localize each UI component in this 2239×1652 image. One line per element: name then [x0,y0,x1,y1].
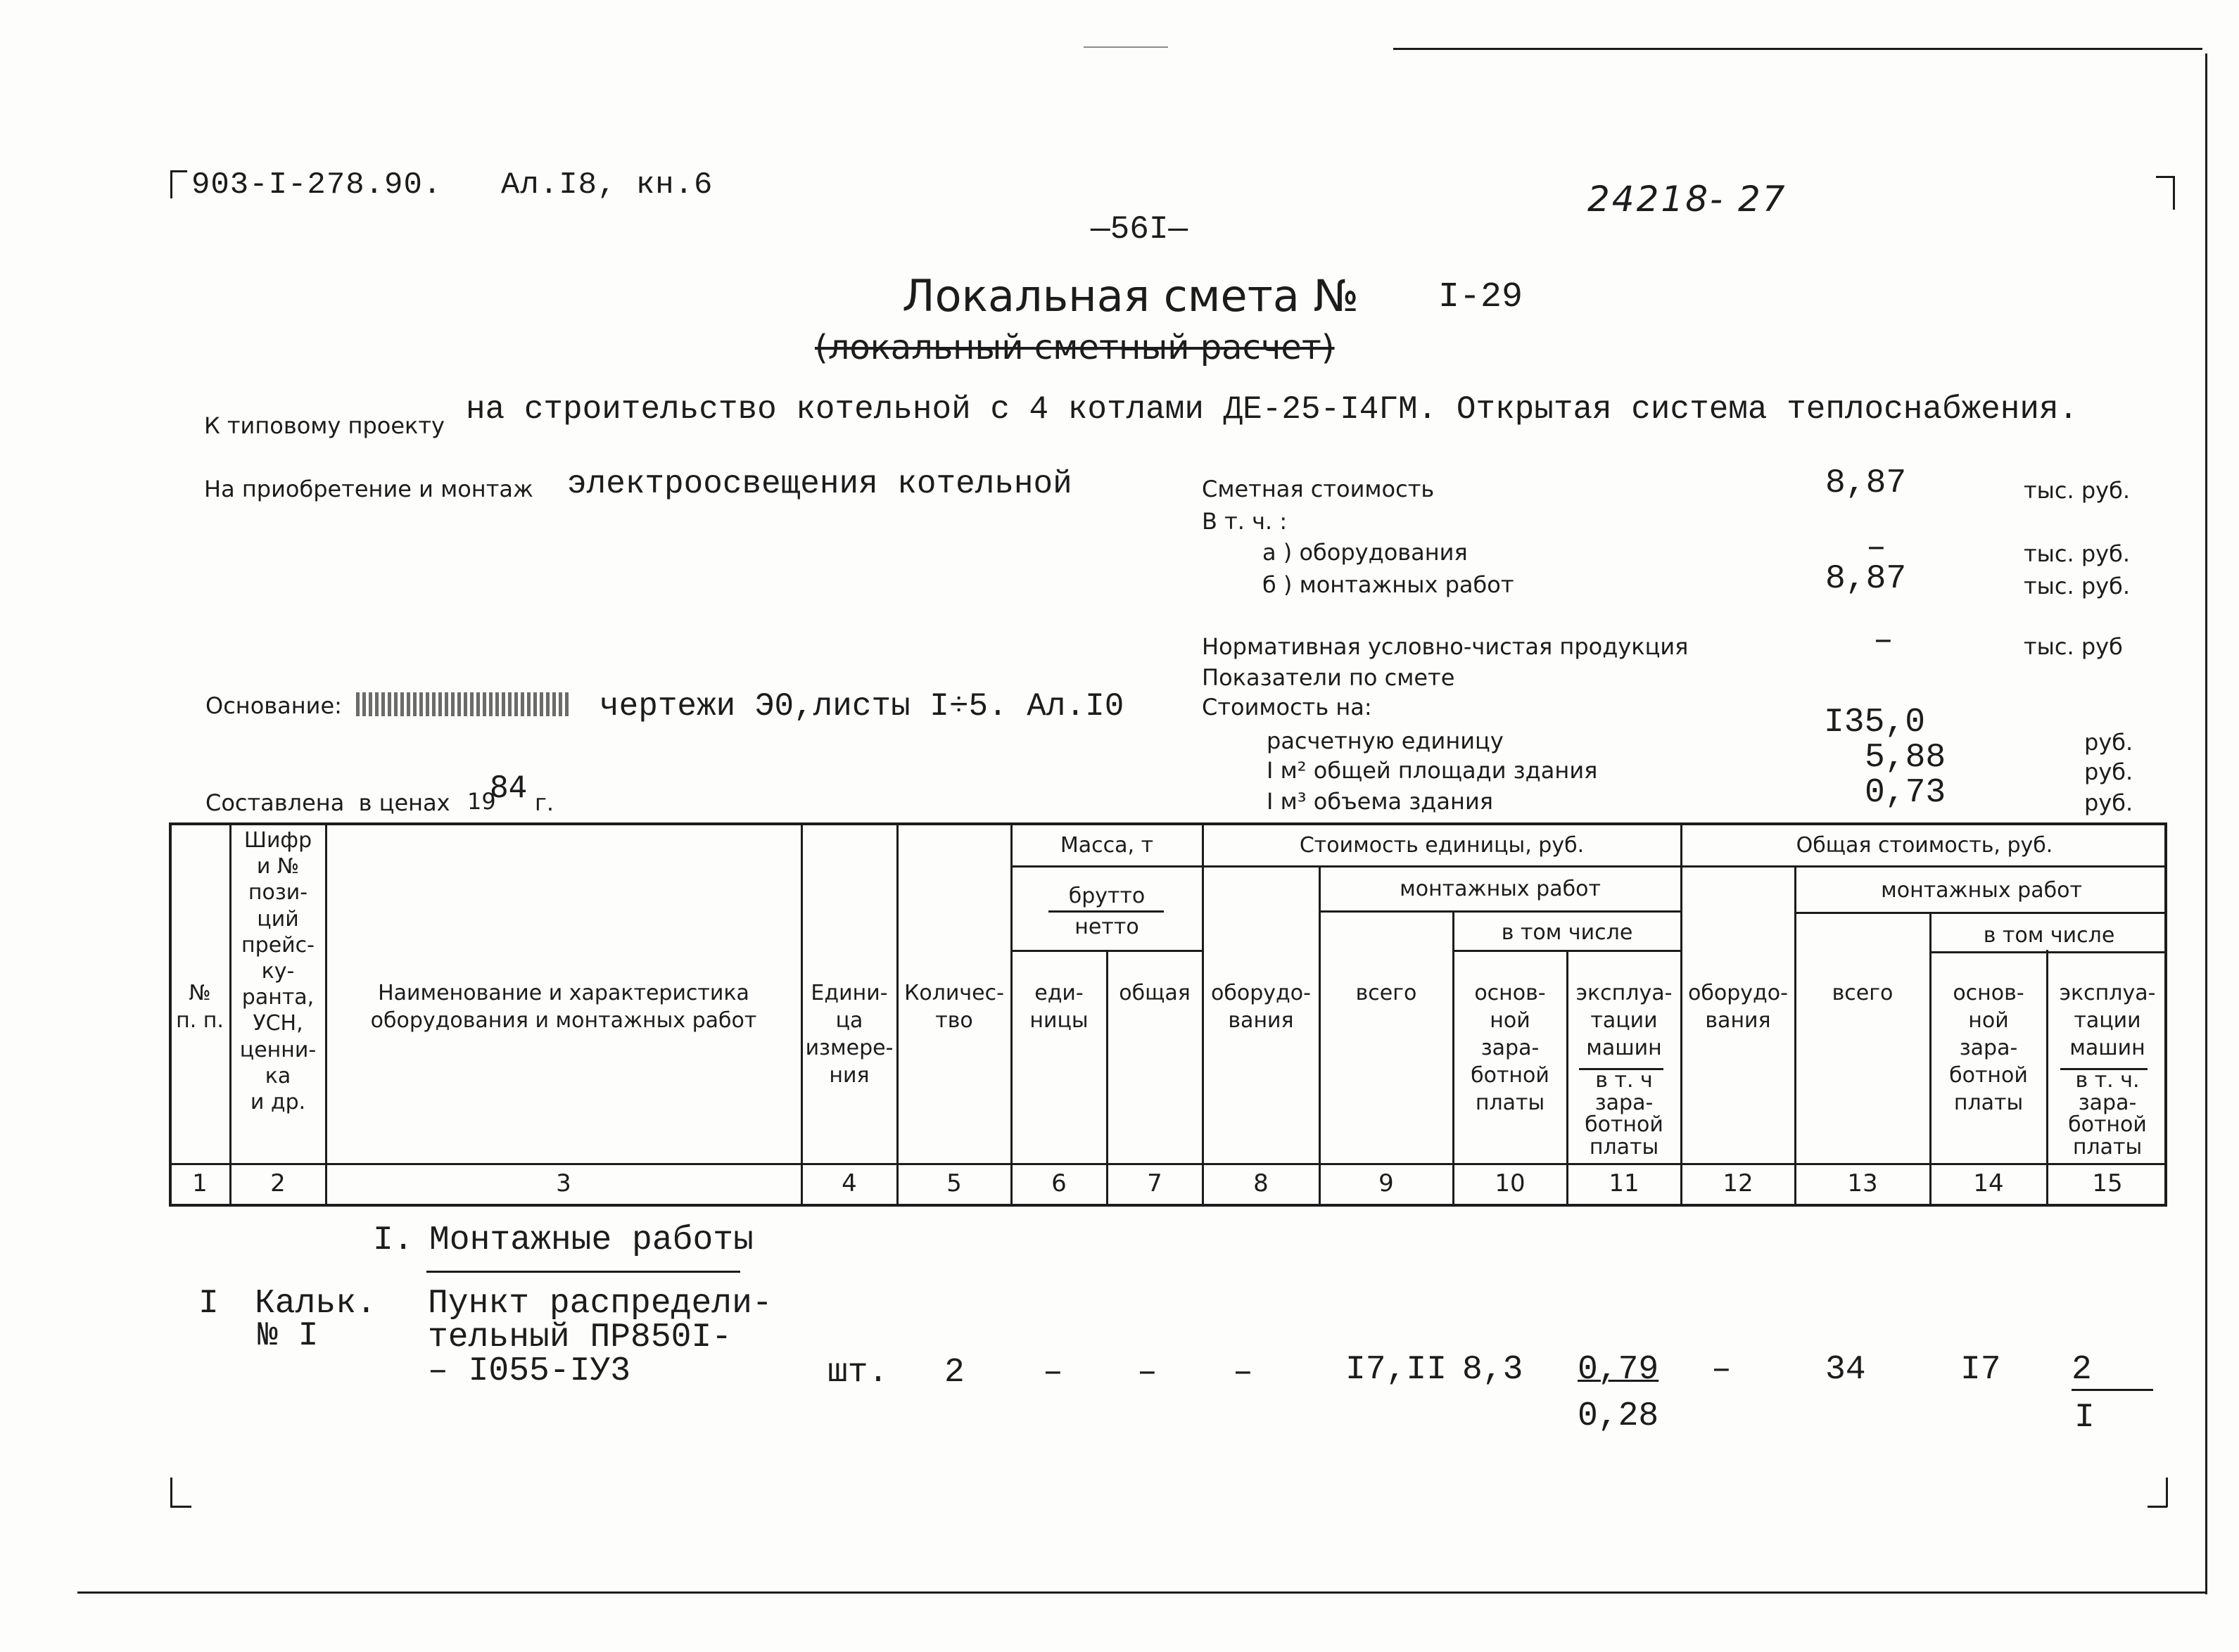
col-num-5: 5 [946,1169,962,1197]
installation-value: 8,87 [1825,560,1907,598]
doc-title: Локальная смета № [902,270,1359,322]
album-ref: Ал.I8, кн.6 [501,167,713,203]
corner-mark-br-h [2148,1506,2167,1508]
row1-equip-total: – [1711,1351,1732,1389]
incl-label: В т. ч. : [1202,508,1288,535]
col-num-10: 10 [1495,1169,1526,1197]
prices-year-prefix: 19 [467,788,496,815]
col-divider [1794,867,1796,1207]
normative-label: Нормативная условно-чистая продукция [1202,633,1689,660]
col-num-1: 1 [192,1169,208,1197]
col-num-9: 9 [1378,1169,1394,1197]
hdr-netto: нетто [1074,915,1139,939]
area-indicator-label: I м² общей площади здания [1267,757,1598,784]
hdr-brutto: брутто [1068,884,1146,908]
hdr-col9: всего [1355,981,1417,1005]
installation-unit: тыс. руб. [2024,573,2130,599]
hdr-install-works: монтажных работ [1400,877,1601,901]
row1-machines-total: 2 [2072,1351,2092,1389]
cost-label: Сметная стоимость [1202,476,1435,502]
corner-mark-tr-h [2156,176,2173,178]
corner-mark-tr-v [2173,176,2175,210]
row1-machines-wage: 0,28 [1578,1397,1659,1435]
normative-value: – [1873,622,1894,660]
row1-mass-unit: – [1043,1354,1063,1392]
hdr-col15a: эксплуа- тации машин [2059,981,2156,1060]
prices-year: 84 [490,770,528,804]
corner-mark-br-v [2166,1478,2168,1507]
col-num-2: 2 [270,1169,286,1197]
hdr-incl-2: в том числе [1983,923,2115,948]
row-divider [1010,950,1202,952]
row1-machines: 0,79 [1578,1351,1659,1389]
col-num-11: 11 [1609,1169,1639,1197]
hdr-col12: оборудо- вания [1688,981,1788,1033]
hdr-col4: Едини- ца измере- ния [805,981,894,1088]
equipment-label: а ) оборудования [1262,539,1468,566]
row1-equip: – [1233,1354,1253,1392]
row1-name-line2: тельный ПР850I- [428,1319,732,1356]
row1-code-line2: № I [258,1317,319,1355]
right-edge-line [2205,53,2207,1594]
hdr-col1: № п. п. [176,981,224,1033]
section-number: I. [373,1221,414,1259]
normative-unit: тыс. руб [2024,633,2123,660]
bottom-edge-line [77,1591,2205,1594]
corner-mark-bl-h [170,1506,191,1508]
prices-label: Составлена в ценах [205,789,450,816]
page-number: —56I— [1091,211,1188,248]
top-dash-line [1084,46,1168,48]
row-divider [1794,912,2167,914]
col-num-6: 6 [1051,1169,1067,1197]
project-value: на строительство котельной с 4 котлами ДЕ-25-I4ГМ. Открытая система теплоснабжения. [466,391,2079,428]
installation-label: б ) монтажных работ [1262,571,1514,598]
indicators-label: Показатели по смете [1202,664,1455,691]
purpose-value: электроосвещения котельной [567,466,1072,502]
col-num-8: 8 [1253,1169,1269,1197]
row1-mass-total: – [1137,1354,1157,1392]
basis-value: чертежи Э0,листы I÷5. Ал.I0 [600,688,1124,725]
hdr-col10: основ- ной зара- ботной платы [1471,981,1549,1115]
row1-unit: шт. [827,1354,889,1392]
area-indicator-value: 5,88 [1865,739,1946,777]
row1-wage: 8,3 [1462,1351,1523,1389]
hdr-col14: основ- ной зара- ботной платы [1949,981,2028,1115]
hdr-install-works-2: монтажных работ [1881,878,2082,903]
hdr-col6: еди- ницы [1029,981,1089,1033]
row1-wage-total: I7 [1960,1351,2001,1389]
corner-mark-tl-v [170,170,172,198]
row1-name-line1: Пункт распредели- [428,1285,773,1323]
area-indicator-rub: руб. [2084,758,2133,785]
row1-no: I [198,1285,219,1323]
unit-indicator-rub: руб. [2084,729,2133,756]
hdr-col7: общая [1119,981,1191,1005]
hdr-total-cost: Общая стоимость, руб. [1796,833,2053,858]
volume-indicator-value: 0,73 [1865,774,1946,812]
project-label: К типовому проекту [204,412,445,439]
corner-mark-tl-h [170,170,187,172]
unit-indicator-value: I35,0 [1824,704,1926,742]
row1-total: I7,II [1345,1351,1447,1389]
row1-machines-total-underline [2072,1389,2153,1391]
volume-indicator-rub: руб. [2084,789,2133,816]
equipment-value: – [1866,529,1886,567]
hdr-col2: Шифр и № пози- ций прейс- ку- ранта, УСН, ценни- ка и др. [239,828,317,1114]
cost-value: 8,87 [1825,464,1907,502]
doc-number: I-29 [1438,277,1523,317]
handwritten-number: 24218- 27 [1587,179,1787,220]
col-num-14: 14 [1973,1169,2004,1197]
row1-machines-wage-total: I [2074,1399,2095,1437]
row1-code-line1: Кальк. [255,1285,376,1323]
hdr-col5: Количес- тво [904,981,1004,1033]
top-edge-line [1393,48,2202,50]
col-divider [1319,867,1321,1207]
cost-per-label: Стоимость на: [1202,694,1372,720]
hdr-col3: Наименование и характеристика оборудования и монтажных работ [370,981,757,1033]
hdr-unit-cost: Стоимость единицы, руб. [1299,833,1585,858]
basis-label: Основание: [205,692,342,719]
hdr-col13: всего [1832,981,1894,1005]
row-divider [1319,910,1680,913]
hdr-col8: оборудо- вания [1211,981,1311,1033]
col-num-3: 3 [556,1169,571,1197]
section-title-underline [426,1271,740,1273]
row-divider [169,1163,2167,1165]
unit-indicator-label: расчетную единицу [1267,727,1504,754]
hdr-col11a: эксплуа- тации машин [1575,981,1673,1060]
row-divider [1929,951,2167,953]
row1-name-line3: – I055-IУ3 [428,1352,631,1390]
section-title: Монтажные работы [429,1221,754,1259]
row1-total-all: 34 [1825,1351,1866,1389]
basis-struck-mark [356,692,569,716]
row1-qty: 2 [944,1354,965,1392]
prices-year-suffix: г. [535,789,554,816]
col-num-15: 15 [2092,1169,2123,1197]
cost-unit: тыс. руб. [2024,477,2130,504]
equipment-unit: тыс. руб. [2024,540,2130,567]
hdr-col15b: в т. ч. зара- ботной платы [2068,1068,2147,1159]
purpose-label: На приобретение и монтаж [204,476,533,502]
hdr-mass: Масса, т [1060,833,1154,858]
brutto-netto-line [1048,910,1164,913]
col-num-7: 7 [1147,1169,1162,1197]
hdr-incl: в том числе [1501,920,1633,945]
struck-subtitle: (локальный сметный расчет) [815,328,1335,367]
hdr-col11b: в т. ч зара- ботной платы [1585,1068,1663,1159]
volume-indicator-label: I м³ объема здания [1267,788,1493,815]
row-divider [1452,950,1680,952]
col-num-13: 13 [1847,1169,1878,1197]
col-num-4: 4 [842,1169,857,1197]
designation: 903-I-278.90. [191,167,443,203]
corner-mark-bl-v [170,1478,172,1507]
col-num-12: 12 [1723,1169,1753,1197]
row-divider [1010,865,2167,868]
